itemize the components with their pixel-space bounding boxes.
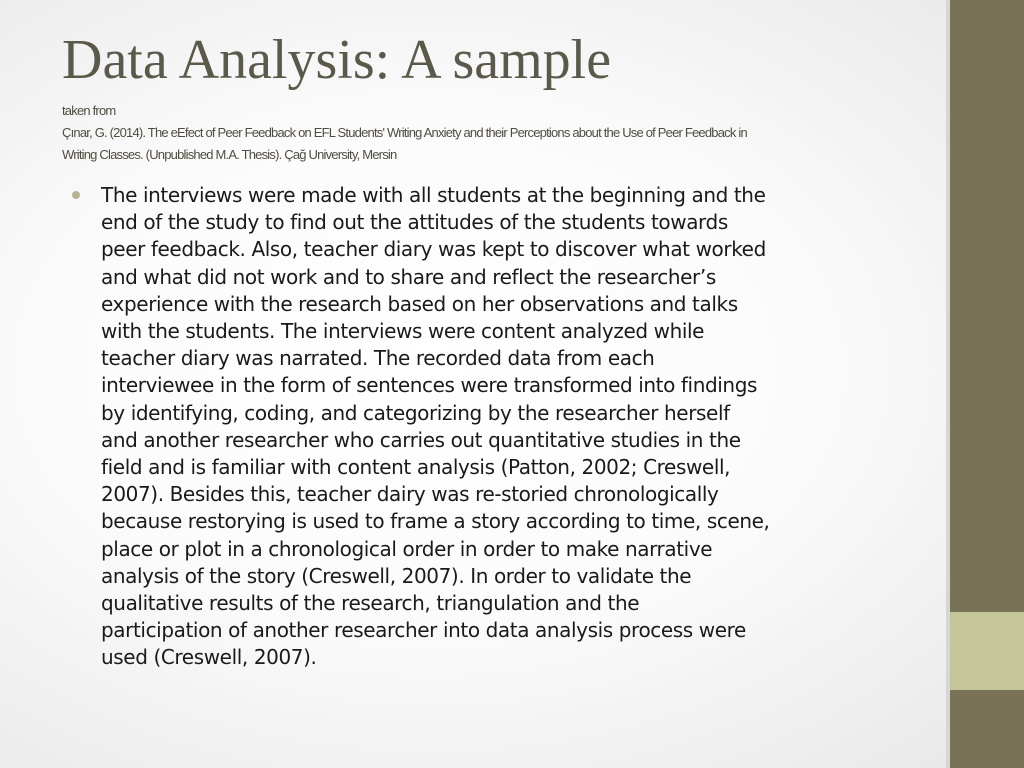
body-line: participation of another researcher into data analysis process were (101, 618, 746, 643)
side-rail-top-block (950, 0, 1024, 612)
body-line: teacher diary was narrated. The recorded data from each (101, 346, 655, 371)
body-line: by identifying, coding, and categorizing by the researcher herself (101, 400, 730, 425)
body-line: experience with the research based on her observations and talks (101, 291, 738, 316)
body-line: end of the study to find out the attitudes of the students towards (101, 210, 728, 235)
body-line: used (Creswell, 2007). (101, 645, 317, 670)
slide-subtitle (62, 100, 942, 166)
body-line: qualitative results of the research, triangulation and the (101, 591, 640, 616)
subtitle-line: Writing Classes. (Unpublished M.A. Thesis). Çağ University, Mersin (62, 147, 397, 162)
subtitle-line: taken from (62, 103, 116, 118)
body-line: interviewee in the form of sentences were transformed into findings (101, 373, 758, 398)
body-line: field and is familiar with content analysis (Patton, 2002; Creswell, (101, 455, 731, 480)
bullet-dot-icon (72, 191, 80, 199)
bullet-text (101, 182, 900, 672)
body-line: and what did not work and to share and reflect the researcher’s (101, 264, 716, 289)
bullet-item (70, 182, 900, 672)
body-line: The interviews were made with all students at the beginning and the (101, 183, 766, 207)
body-line: and another researcher who carries out quantitative studies in the (101, 427, 741, 452)
subtitle-line: Çınar, G. (2014). The eEfect of Peer Feedback on EFL Students' Writing Anxiety and their Perceptions about the Use of Peer Feedback in (62, 125, 747, 140)
body-line: with the students. The interviews were content analyzed while (101, 319, 705, 344)
side-rail-bottom-block (950, 690, 1024, 768)
body-line: 2007). Besides this, teacher dairy was re-storied chronologically (101, 482, 719, 507)
side-rail-accent-block (950, 612, 1024, 690)
body-line: peer feedback. Also, teacher diary was kept to discover what worked (101, 237, 766, 262)
body-line: because restorying is used to frame a story according to time, scene, (101, 509, 770, 534)
body-line: place or plot in a chronological order in order to make narrative (101, 536, 713, 561)
body-line: analysis of the story (Creswell, 2007). In order to validate the (101, 563, 692, 588)
slide-title: Data Analysis: A sample (62, 29, 612, 91)
bullet-list (70, 182, 900, 672)
